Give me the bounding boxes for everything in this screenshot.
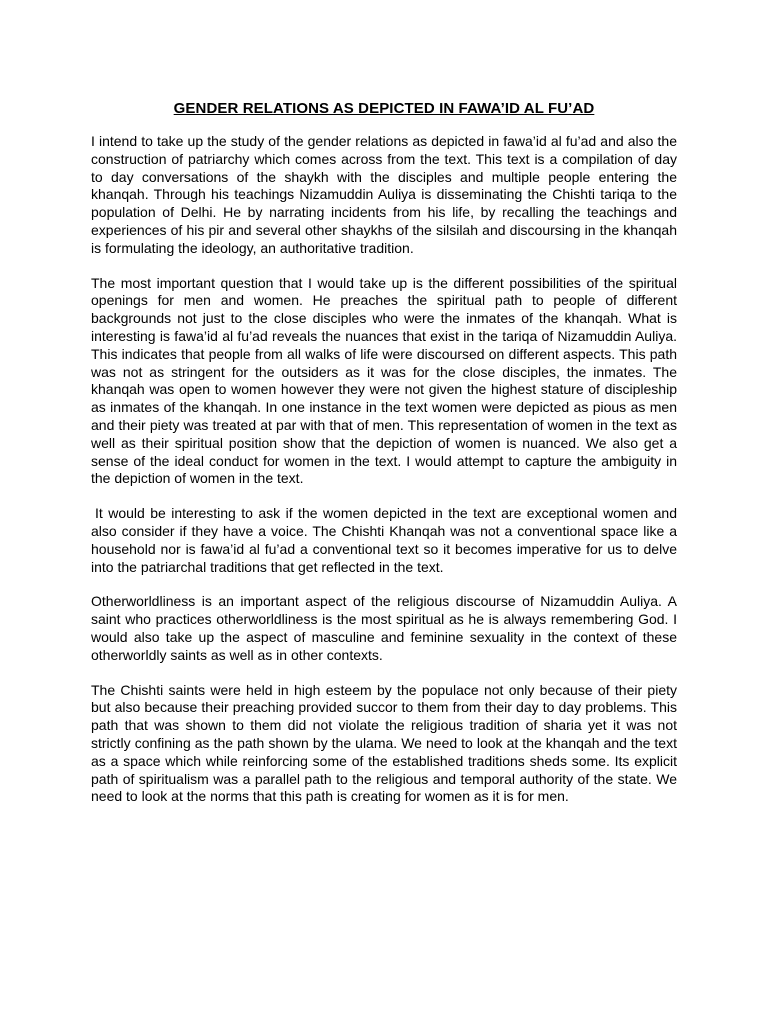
paragraph-exceptional-women: It would be interesting to ask if the women depicted in the text are exceptional women and also consider if they have a voice. The Chishti Khanqah was not a conventional space like a household nor is fawa’id al fu’ad a conventional text so it becomes imperative for us to delve into the patriarchal traditions that get reflected in the text. <box>91 505 677 575</box>
document-title: GENDER RELATIONS AS DEPICTED IN FAWA’ID AL FU’AD <box>173 100 595 117</box>
paragraph-chishti-saints: The Chishti saints were held in high esteem by the populace not only because of their piety but also because their preaching provided succor to them from their day to day problems. This path that was shown to them did not violate the religious tradition of sharia yet it was not strictly confining as the path shown by the ulama. We need to look at the khanqah and the text as a space which while reinforcing some of the established traditions sheds some. Its explicit path of spiritualism was a parallel path to the religious and temporal authority of the state. We need to look at the norms that this path is creating for women as it is for men. <box>91 681 677 805</box>
paragraph-otherworldliness: Otherworldliness is an important aspect of the religious discourse of Nizamuddin Auliya. A saint who practices otherworldliness is the most spiritual as he is always remembering God. I would also take up the aspect of masculine and feminine sexuality in the context of these otherworldly saints as well as in other contexts. <box>91 593 677 663</box>
paragraph-question: The most important question that I would take up is the different possibilities of the spiritual openings for men and women. He preaches the spiritual path to people of different backgrounds not just to the close disciples who were the inmates of the khanqah. What is interesting is fawa’id al fu’ad reveals the nuances that exist in the tariqa of Nizamuddin Auliya. This indicates that people from all walks of life were discoursed on different aspects. This path was not as stringent for the outsiders as it was for the close disciples, the inmates. The khanqah was open to women however they were not given the highest stature of discipleship as inmates of the khanqah. In one instance in the text women were depicted as pious as men and their piety was treated at par with that of men. This representation of women in the text as well as their spiritual position show that the depiction of women is nuanced. We also get a sense of the ideal conduct for women in the text. I would attempt to capture the ambiguity in the depiction of women in the text. <box>91 274 677 487</box>
document-page <box>91 100 677 823</box>
paragraph-intro: I intend to take up the study of the gender relations as depicted in fawa’id al fu’ad and also the construction of patriarchy which comes across from the text. This text is a compilation of day to day conversations of the shaykh with the disciples and multiple people entering the khanqah. Through his teachings Nizamuddin Auliya is disseminating the Chishti tariqa to the population of Delhi. He by narrating incidents from his life, by recalling the teachings and experiences of his pir and several other shaykhs of the silsilah and discoursing in the khanqah is formulating the ideology, an authoritative tradition. <box>91 133 677 256</box>
